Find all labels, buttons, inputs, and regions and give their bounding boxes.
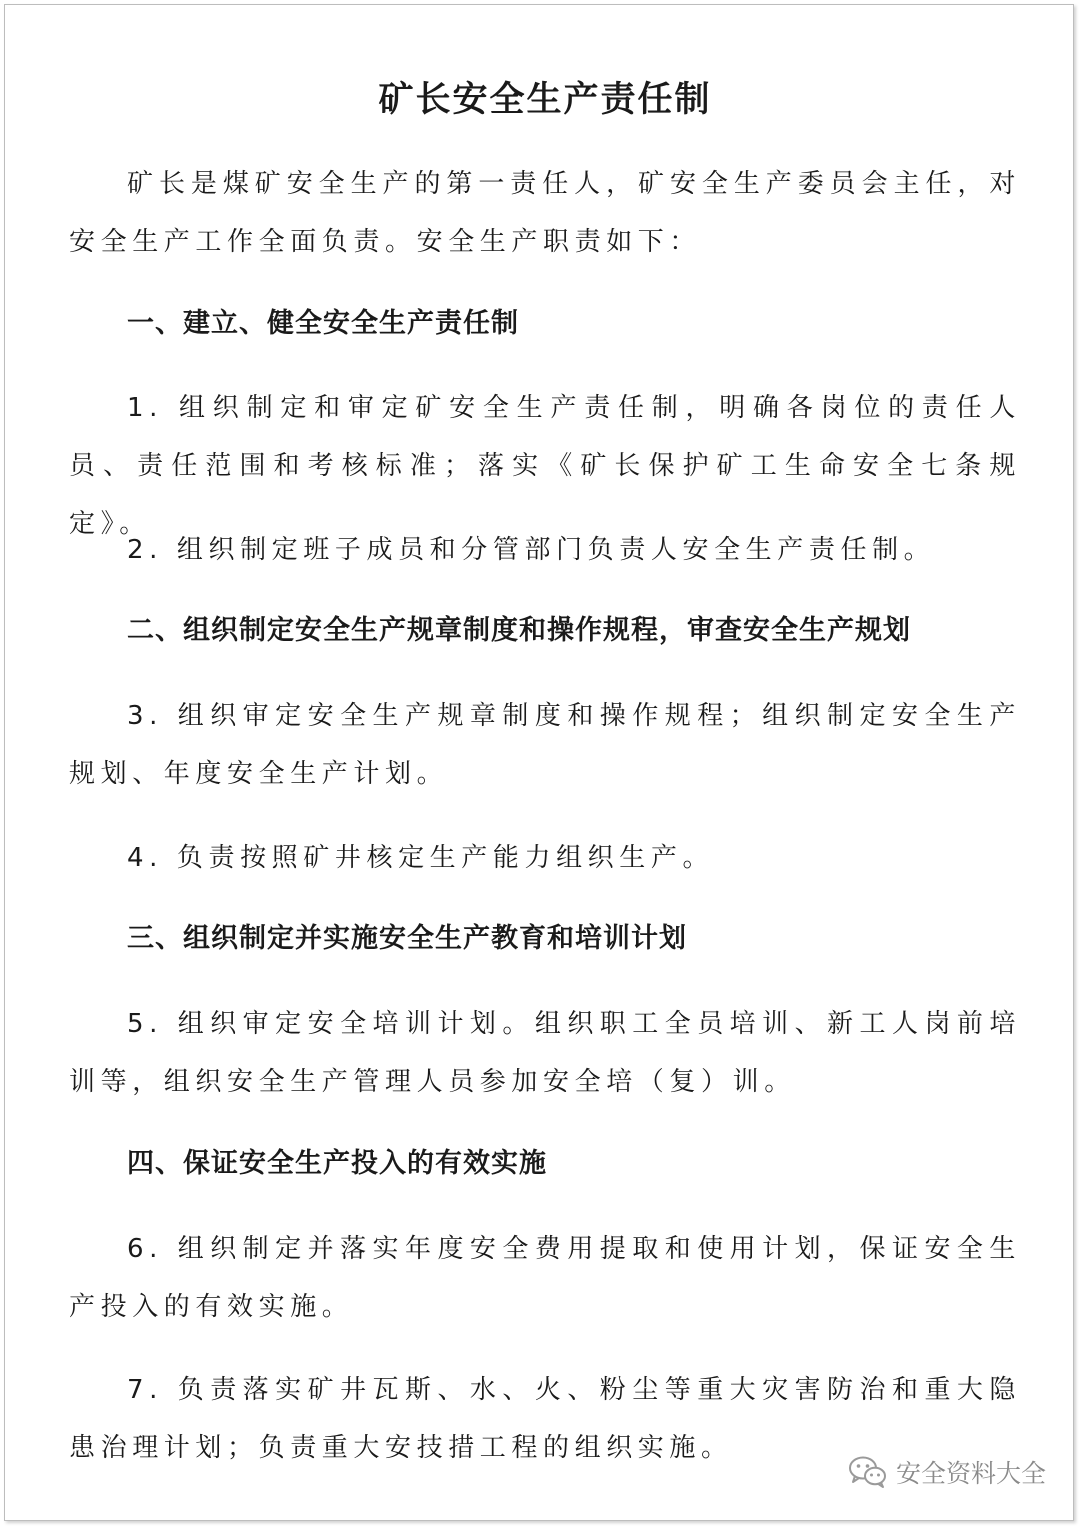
watermark xyxy=(848,1454,1046,1490)
page-title: 矿长安全生产责任制 xyxy=(378,80,712,120)
section-heading-4: 四、保证安全生产投入的有效实施 xyxy=(127,1148,547,1179)
watermark-text: 安全资料大全 xyxy=(895,1459,1046,1488)
list-item-2: 2. 组织制定班子成员和分管部门负责人安全生产责任制。 xyxy=(127,535,936,565)
section-heading-3: 三、组织制定并实施安全生产教育和培训计划 xyxy=(127,923,687,954)
list-item-1: 1. 组织制定和审定矿安全生产责任制，明确各岗位的责任人员、责任范围和考核标准；落实《矿长保护矿工生命安全七条规定》。 xyxy=(69,393,1021,539)
list-item-5: 5. 组织审定安全培训计划。组织职工全员培训、新工人岗前培训等，组织安全生产管理人员参加安全培（复）训。 xyxy=(69,1009,1021,1097)
section-heading-2: 二、组织制定安全生产规章制度和操作规程，审查安全生产规划 xyxy=(127,615,911,646)
wechat-icon xyxy=(848,1455,888,1489)
intro-paragraph: 矿长是煤矿安全生产的第一责任人，矿安全生产委员会主任，对安全生产工作全面负责。安全生产职责如下： xyxy=(69,169,1021,257)
document-page xyxy=(4,4,1074,1521)
list-item-6: 6. 组织制定并落实年度安全费用提取和使用计划，保证安全生产投入的有效实施。 xyxy=(69,1234,1021,1322)
list-item-7: 7. 负责落实矿井瓦斯、水、火、粉尘等重大灾害防治和重大隐患治理计划；负责重大安技措工程的组织实施。 xyxy=(69,1375,1021,1463)
list-item-4: 4. 负责按照矿井核定生产能力组织生产。 xyxy=(127,843,715,873)
list-item-3: 3. 组织审定安全生产规章制度和操作规程；组织制定安全生产规划、年度安全生产计划。 xyxy=(69,701,1021,789)
section-heading-1: 一、建立、健全安全生产责任制 xyxy=(127,308,519,339)
